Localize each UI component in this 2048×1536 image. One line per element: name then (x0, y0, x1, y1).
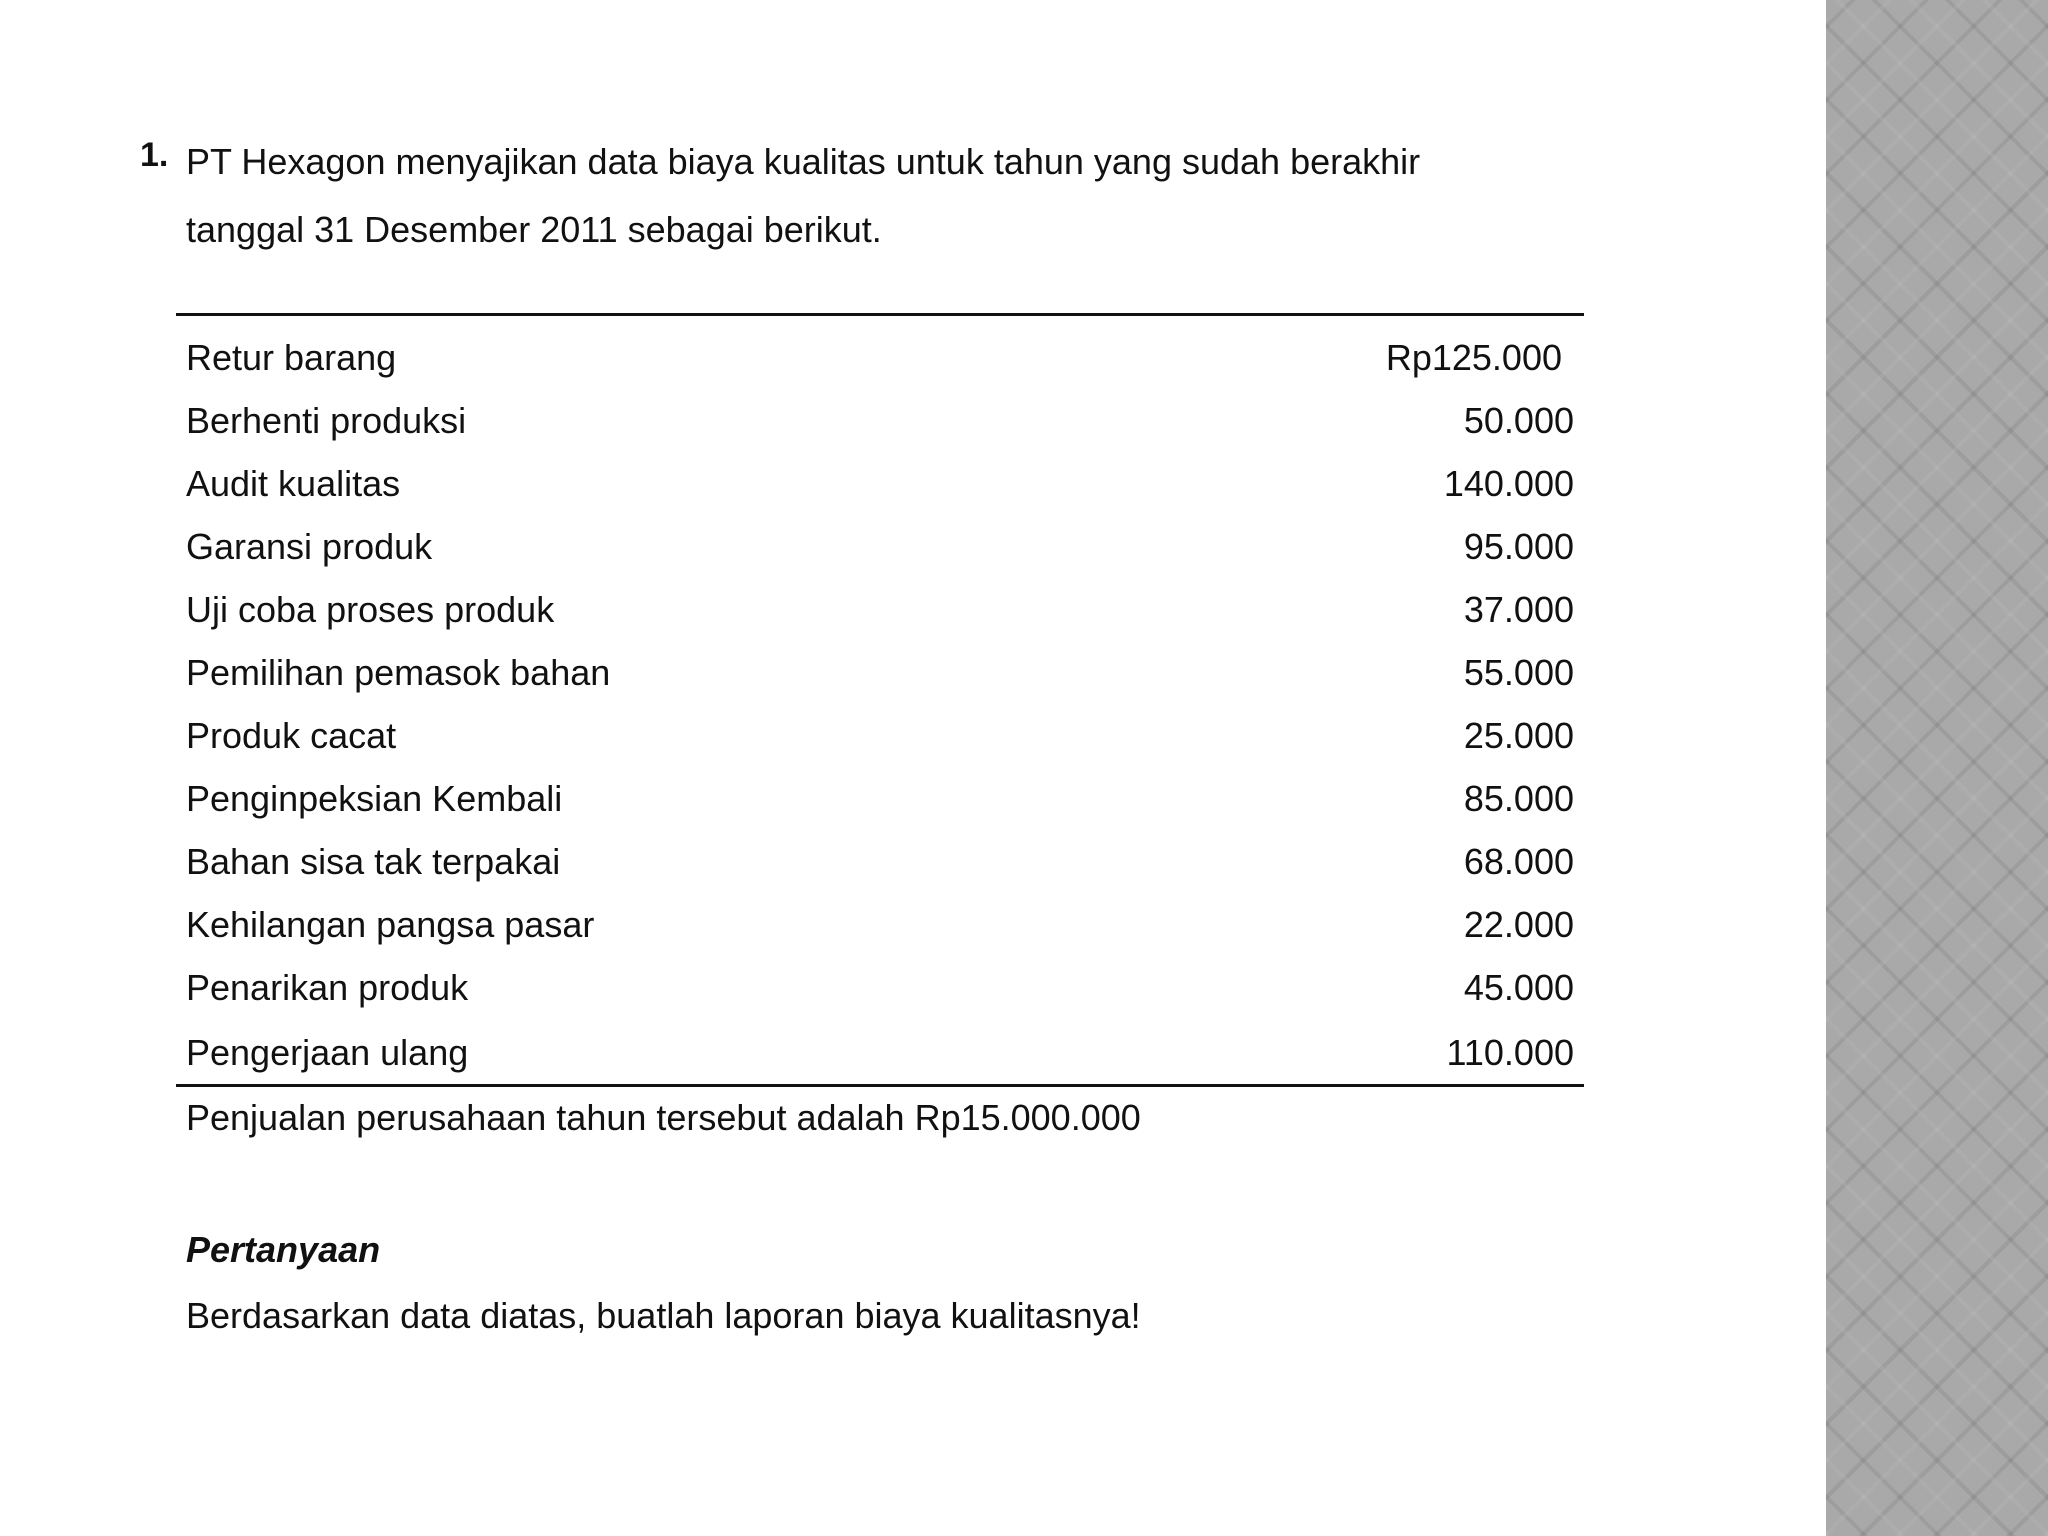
table-row (186, 830, 1574, 893)
row-amount: 85.000 (1463, 778, 1574, 819)
row-label: Bahan sisa tak terpakai (186, 841, 561, 882)
problem-intro: PT Hexagon menyajikan data biaya kualitas untuk tahun yang sudah berakhir tanggal 31 Desember 2011 sebagai berikut. (186, 141, 1421, 250)
row-amount: 55.000 (1463, 652, 1574, 693)
table-row (186, 452, 1574, 515)
table-row (186, 1021, 1574, 1084)
question-text: Berdasarkan data diatas, buatlah laporan biaya kualitasnya! (186, 1295, 1141, 1336)
problem-number: 1. (140, 136, 169, 174)
sales-note: Penjualan perusahaan tahun tersebut adalah Rp15.000.000 (186, 1097, 1141, 1138)
table-row (186, 389, 1574, 452)
row-label: Audit kualitas (186, 463, 401, 504)
row-amount: 140.000 (1443, 463, 1574, 504)
row-label: Penarikan produk (186, 967, 469, 1008)
table-row (186, 578, 1574, 641)
table-row (186, 515, 1574, 578)
row-label: Kehilangan pangsa pasar (186, 904, 595, 945)
row-amount: 50.000 (1463, 400, 1574, 441)
row-amount: 22.000 (1463, 904, 1574, 945)
table-row (186, 767, 1574, 830)
table-row (186, 893, 1574, 956)
table-row (186, 641, 1574, 704)
decorative-side-panel (1826, 0, 2048, 1536)
row-amount: 25.000 (1463, 715, 1574, 756)
table-row (186, 326, 1574, 389)
row-label: Pemilihan pemasok bahan (186, 652, 611, 693)
table-row (186, 956, 1574, 1019)
row-amount: 37.000 (1463, 589, 1574, 630)
cost-table (176, 313, 1584, 1087)
row-label: Garansi produk (186, 526, 433, 567)
row-label: Uji coba proses produk (186, 589, 555, 630)
question-heading: Pertanyaan (186, 1229, 381, 1270)
row-amount: 95.000 (1463, 526, 1574, 567)
row-amount: 110.000 (1446, 1032, 1574, 1073)
table-row (186, 704, 1574, 767)
row-amount: Rp125.000 (1385, 337, 1562, 378)
row-amount: 68.000 (1463, 841, 1574, 882)
row-amount: 45.000 (1463, 967, 1574, 1008)
row-label: Retur barang (186, 337, 397, 378)
row-label: Penginpeksian Kembali (186, 778, 563, 819)
row-label: Produk cacat (186, 715, 397, 756)
row-label: Berhenti produksi (186, 400, 467, 441)
row-label: Pengerjaan ulang (186, 1032, 469, 1073)
